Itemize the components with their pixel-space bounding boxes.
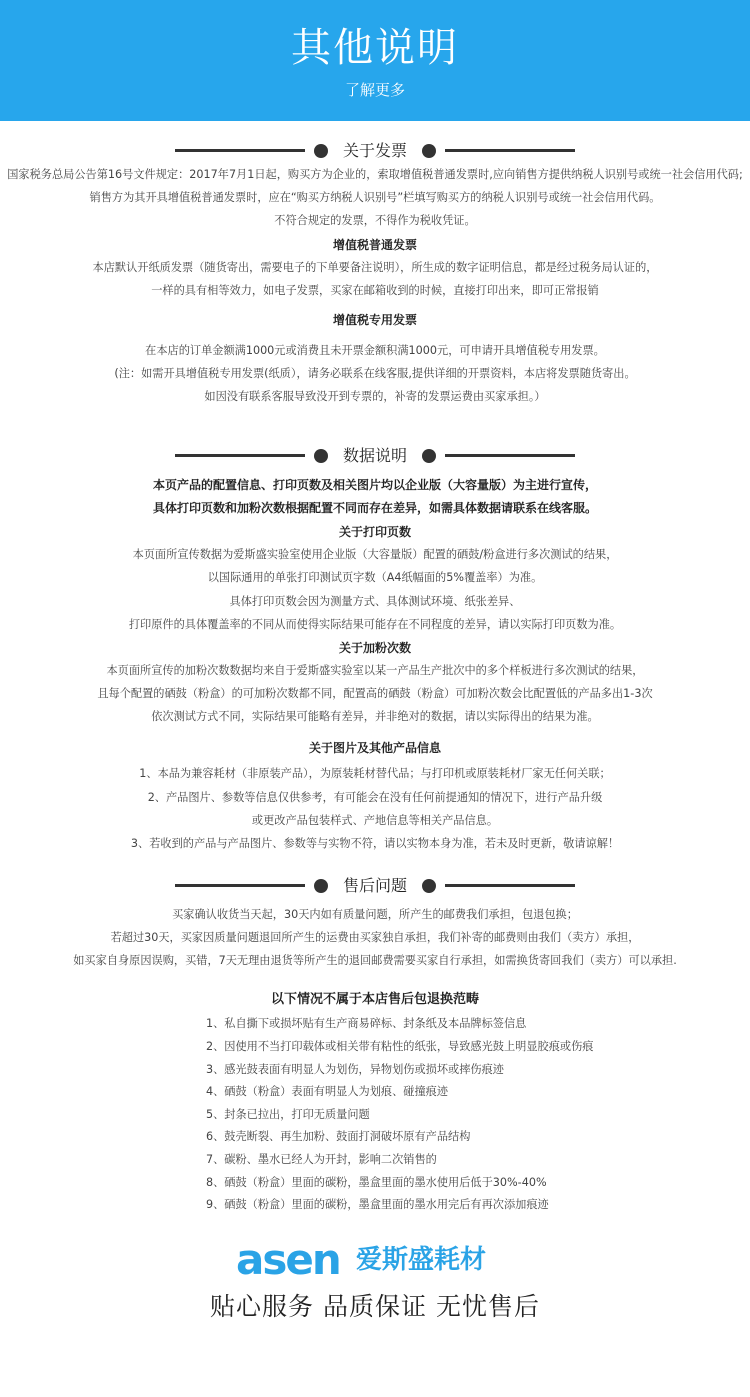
list-item: 9、硒鼓（粉盒）里面的碳粉，墨盒里面的墨水用完后有再次添加痕迹 [206, 1198, 549, 1211]
section-heading-invoice [0, 139, 750, 163]
page-title: 其他说明 [291, 25, 459, 71]
subheading: 关于打印页数 [338, 525, 411, 539]
text-line: 若超过30天，买家因质量问题退回所产生的运费由买家独自承担，我们补寄的邮费则由我们（卖方）承担， [110, 931, 640, 944]
text-line: 如因没有联系客服导致没开到专票的，补寄的发票运费由买家承担。） [204, 390, 546, 403]
text-line: 销售方为其开具增值税普通发票时，应在“购买方纳税人识别号”栏填写购买方的纳税人识别号或统一社会信用代码。 [89, 191, 661, 204]
section-title: 售后问题 [342, 876, 407, 895]
subheading: 关于图片及其他产品信息 [308, 741, 441, 755]
list-item: 8、硒鼓（粉盒）里面的碳粉，墨盒里面的墨水使用后低于30%-40% [206, 1176, 547, 1189]
text-line: 依次测试方式不同，实际结果可能略有差异，并非绝对的数据，请以实际得出的结果为准。 [151, 710, 599, 723]
subheading: 增值税普通发票 [332, 238, 417, 252]
text-line: 以国际通用的单张打印测试页字数（A4纸幅面的5%覆盖率）为准。 [207, 571, 543, 584]
text-line: 打印原件的具体覆盖率的不同从而使得实际结果可能存在不同程度的差异，请以实际打印页数为准。 [128, 618, 622, 631]
text-line: 1、本品为兼容耗材（非原装产品），为原装耗材替代品；与打印机或原装耗材厂家无任何关联； [139, 767, 611, 780]
brand-wordmark: asen [236, 1235, 340, 1284]
text-line: (注：如需开具增值税专用发票(纸质），请务必联系在线客服,提供详细的开票资料，本店将发票随货寄出。 [114, 367, 636, 380]
text-line: 本页产品的配置信息、打印页数及相关图片均以企业版（大容量版）为主进行宣传， [152, 478, 597, 492]
text-line: 一样的具有相等效力，如电子发票，买家在邮箱收到的时候，直接打印出来，即可正常报销 [151, 284, 599, 297]
slogan: 贴心服务 品质保证 无忧售后 [210, 1292, 540, 1321]
text-line: 本页面所宣传的加粉次数数据均来自于爱斯盛实验室以某一产品生产批次中的多个样板进行多次测试的结果， [106, 664, 644, 677]
list-item: 3、感光鼓表面有明显人为划伤，异物划伤或损坏或摔伤痕迹 [206, 1063, 504, 1076]
list-item: 4、硒鼓（粉盒）表面有明显人为划痕、碰撞痕迹 [206, 1085, 449, 1098]
text-line: 本店默认开纸质发票（随货寄出，需要电子的下单要备注说明），所生成的数字证明信息，都是经过税务局认证的， [92, 261, 658, 274]
section-heading-data [0, 444, 750, 468]
text-line: 如买家自身原因误购，买错，7天无理由退货等所产生的退回邮费需要买家自行承担，如需换货寄回我们（卖方）可以承担. [73, 954, 677, 967]
section-title: 关于发票 [342, 141, 407, 160]
subheading: 关于加粉次数 [338, 641, 411, 655]
text-line: 2、产品图片、参数等信息仅供参考，有可能会在没有任何前提通知的情况下，进行产品升级 [147, 791, 603, 804]
page-subtitle: 了解更多 [344, 81, 405, 99]
text-line: 买家确认收货当天起，30天内如有质量问题，所产生的邮费我们承担，包退包换； [172, 908, 578, 921]
text-line: 且每个配置的硒鼓（粉盒）的可加粉次数都不同，配置高的硒鼓（粉盒）可加粉次数会比配置低的产品多出1-3次 [97, 687, 653, 700]
text-line: 在本店的订单金额满1000元或消费且未开票金额积满1000元，可申请开具增值税专用发票。 [145, 344, 605, 357]
text-line: 具体打印页数和加粉次数根据配置不同而存在差异，如需具体数据请联系在线客服。 [152, 501, 597, 515]
text-line: 3、若收到的产品与产品图片、参数等与实物不符，请以实物本身为准，若未及时更新，敬请谅解！ [130, 837, 620, 850]
list-item: 7、碳粉、墨水已经人为开封，影响二次销售的 [206, 1153, 437, 1166]
section-heading-after-sales [0, 874, 750, 898]
subheading: 以下情况不属于本店售后包退换范畴 [270, 992, 479, 1007]
section-title: 数据说明 [342, 446, 407, 465]
list-item: 5、封条已拉出，打印无质量问题 [206, 1108, 370, 1121]
text-line: 国家税务总局公告第16号文件规定：2017年7月1日起，购买方为企业的，索取增值税普通发票时,应向销售方提供纳税人识别号或统一社会信用代码; [7, 168, 743, 181]
list-item: 1、私自撕下或损坏贴有生产商易碎标、封条纸及本品牌标签信息 [206, 1017, 527, 1030]
subheading: 增值税专用发票 [332, 313, 417, 327]
list-item: 6、鼓壳断裂、再生加粉、鼓面打洞破坏原有产品结构 [206, 1130, 471, 1143]
text-line: 不符合规定的发票，不得作为税收凭证。 [274, 214, 476, 227]
page-header [0, 0, 750, 121]
text-line: 或更改产品包装样式、产地信息等相关产品信息。 [251, 814, 499, 827]
text-line: 具体打印页数会因为测量方式、具体测试环境、纸张差异、 [229, 595, 521, 608]
text-line: 本页面所宣传数据为爱斯盛实验室使用企业版（大容量版）配置的硒鼓/粉盒进行多次测试的结果， [132, 548, 618, 561]
brand-name: 爱斯盛耗材 [356, 1245, 487, 1275]
list-item: 2、因使用不当打印载体或相关带有粘性的纸张，导致感光鼓上明显胶痕或伤痕 [206, 1040, 594, 1053]
